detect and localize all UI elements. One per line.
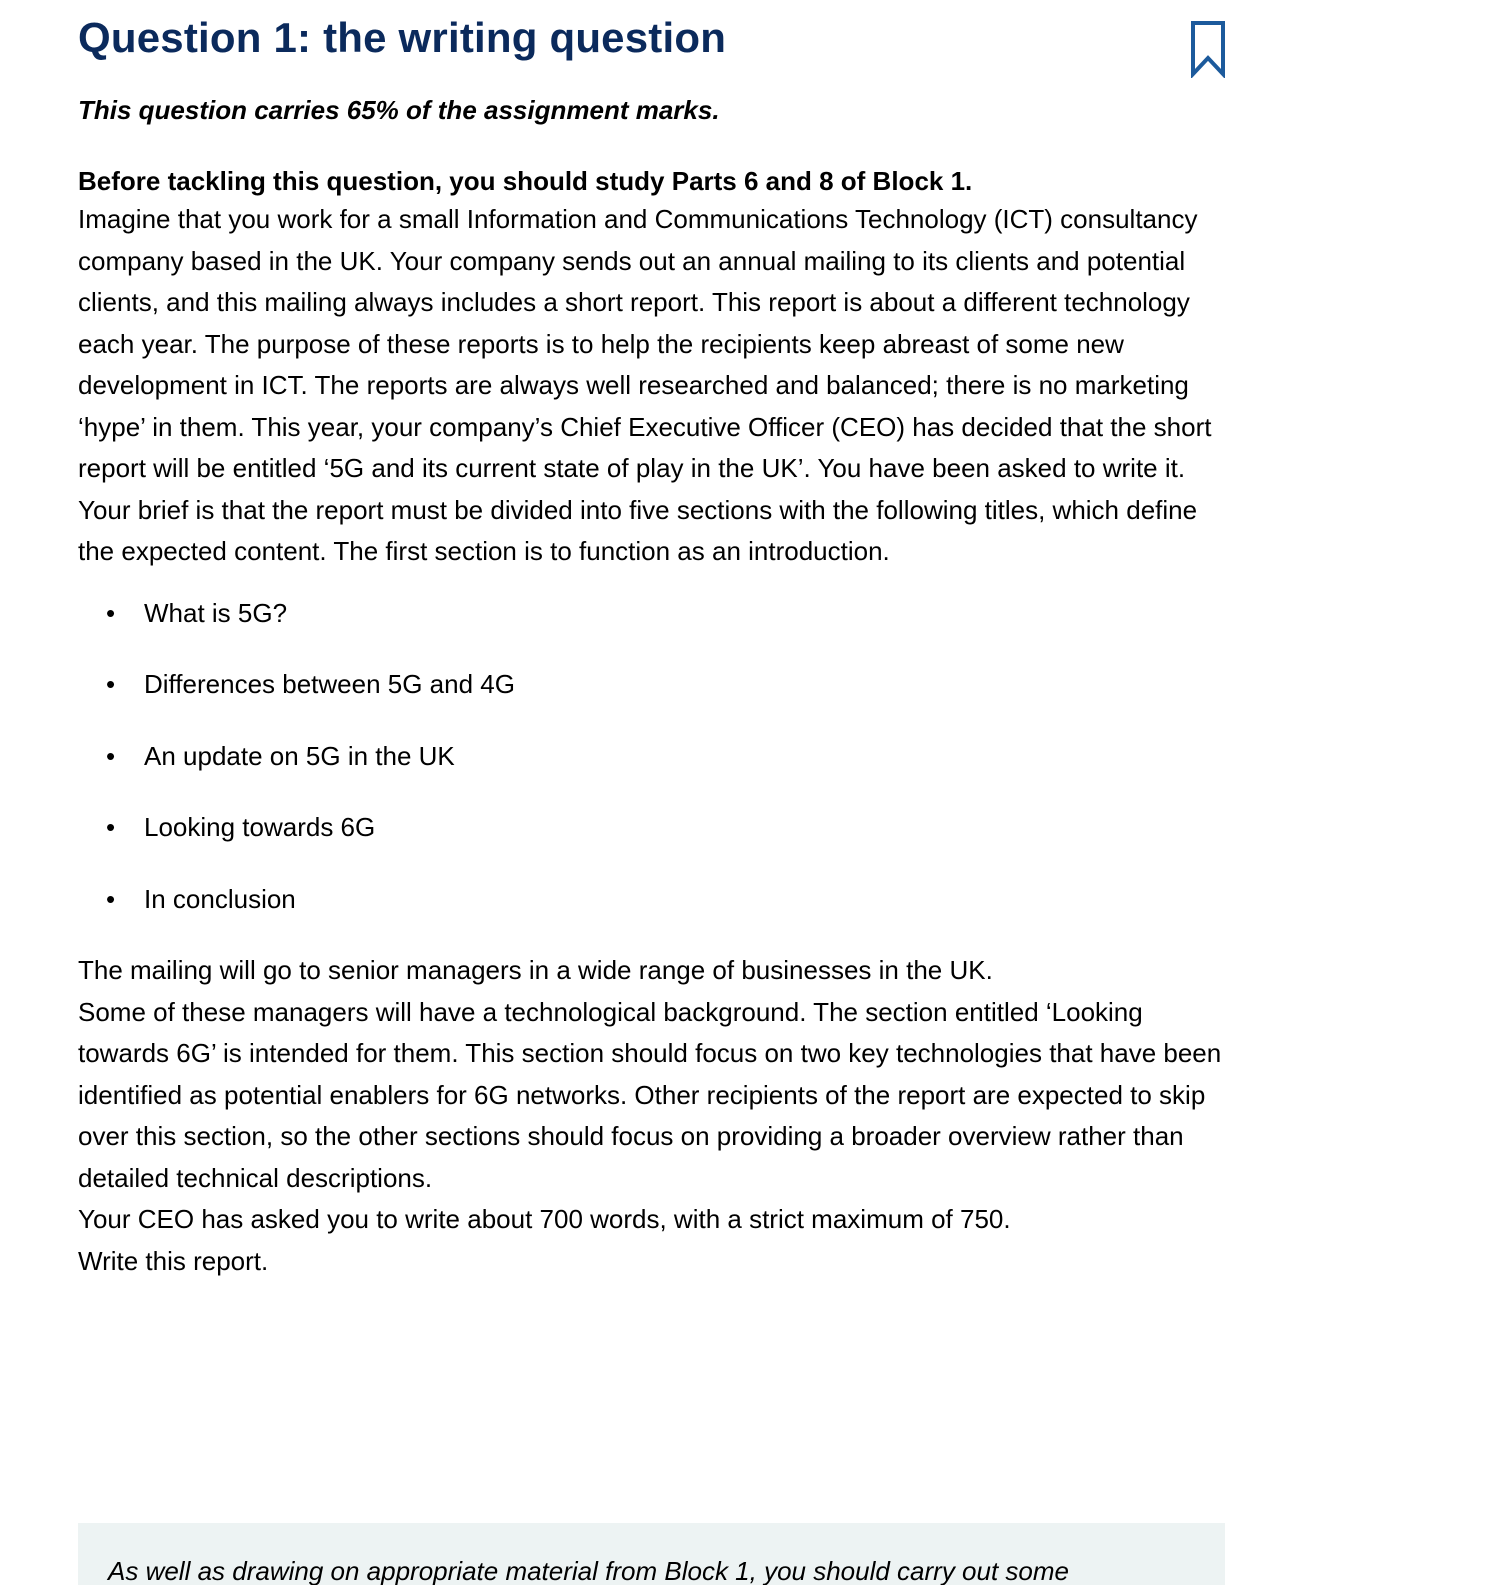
bookmark-icon[interactable] bbox=[1190, 20, 1226, 78]
research-callout bbox=[78, 1523, 1225, 1585]
list-item bbox=[78, 879, 1225, 921]
bullet-icon: • bbox=[106, 597, 116, 628]
question-content bbox=[78, 0, 1225, 1282]
bullet-icon: • bbox=[106, 812, 116, 842]
scenario-paragraph: Imagine that you work for a small Information and Communications Technology (ICT) consultancy company based in the UK. Your company sends out an annual mailing to its clients and potential clients, and this mailing always includes a short report. This report is about a different technology each year. The purpose of these reports is to help the recipients keep abreast of some new development in ICT. The reports are always well researched and balanced; there is no marketing ‘hype’ in them. This year, your company’s Chief Executive Officer (CEO) has decided that the short report will be entitled ‘5G and its current state of play in the UK’. You have been asked to write it. bbox=[78, 204, 1212, 483]
section-title: An update on 5G in the UK bbox=[144, 740, 455, 771]
section-title: What is 5G? bbox=[144, 597, 288, 628]
list-item bbox=[78, 664, 1225, 706]
section-title: Differences between 5G and 4G bbox=[144, 669, 515, 699]
study-note: Before tackling this question, you should study Parts 6 and 8 of Block 1. bbox=[78, 166, 973, 196]
callout-text: As well as drawing on appropriate material from Block 1, you should carry out some bbox=[108, 1556, 1069, 1585]
list-item bbox=[78, 593, 1225, 635]
section-title: In conclusion bbox=[144, 883, 296, 914]
marks-note: This question carries 65% of the assignment marks. bbox=[78, 95, 720, 125]
page-title: Question 1: the writing question bbox=[78, 14, 727, 61]
bullet-icon: • bbox=[106, 883, 116, 914]
audience-paragraph: The mailing will go to senior managers in a wide range of businesses in the UK. bbox=[78, 955, 993, 985]
section-title: Looking towards 6G bbox=[144, 812, 376, 842]
instruction-paragraph: Write this report. bbox=[78, 1245, 269, 1276]
bullet-icon: • bbox=[106, 669, 116, 699]
list-item bbox=[78, 807, 1225, 849]
word-limit-paragraph: Your CEO has asked you to write about 700 words, with a strict maximum of 750. bbox=[78, 1204, 1011, 1234]
technical-note-paragraph: Some of these managers will have a technological background. The section entitled ‘Looking towards 6G’ is intended for them. This section should focus on two key technologies that have been identified as potential enablers for 6G networks. Other recipients of the report are expected to skip over this section, so the other sections should focus on providing a broader overview rather than detailed technical descriptions. bbox=[78, 996, 1222, 1193]
report-sections-list bbox=[78, 593, 1225, 921]
bullet-icon: • bbox=[106, 740, 116, 771]
list-item bbox=[78, 736, 1225, 778]
brief-paragraph: Your brief is that the report must be divided into five sections with the following titles, which define the expected content. The first section is to function as an introduction. bbox=[78, 494, 1198, 566]
